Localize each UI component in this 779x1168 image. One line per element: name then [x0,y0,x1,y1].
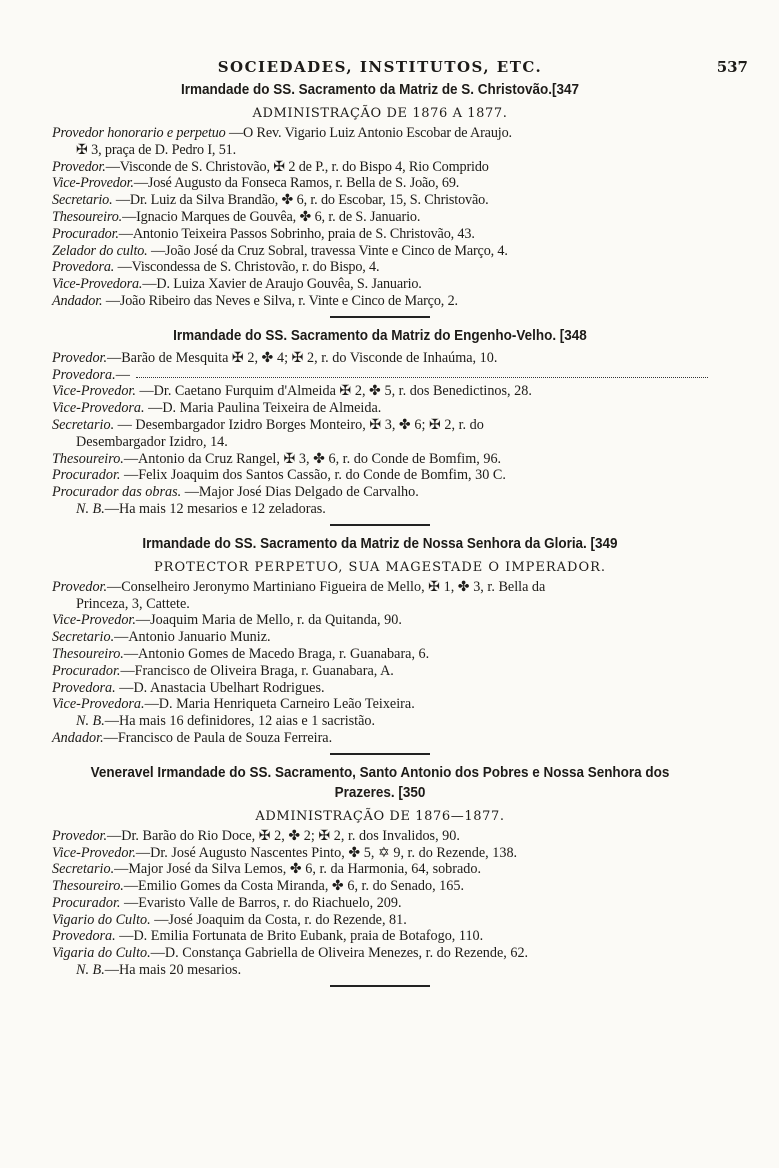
entry-line [52,629,708,646]
entry-role: Thesoureiro. [52,208,123,225]
entry-line [52,828,708,845]
entry-role: Secretario. [52,192,113,209]
entry-line [52,293,708,310]
entry-role: Secretario. [52,416,115,433]
entry-text: —Felix Joaquim dos Santos Cassão, r. do Conde de Bomfim, 30 C. [120,467,506,484]
entry-line [52,467,708,484]
entry-role: Secretario. [52,861,115,878]
entry-role: Provedora. [52,366,116,383]
entry-line [52,400,708,417]
entry-text: —Dr. Luiz da Silva Brandão, ✤ 6, r. do Escobar, 15, S. Christovão. [112,192,489,209]
entry-text: — [115,366,130,383]
entry-role: Andador. [52,729,104,746]
entry-role: Provedor. [52,349,108,366]
entry-text: —Visconde de S. Christovão, ✠ 2 de P., r. do Bispo 4, Rio Comprido [105,158,489,175]
entry-text: —Antonio Teixeira Passos Sobrinho, praia de S. Christovão, 43. [118,225,475,242]
entry-text: Princeza, 3, Cattete. [76,595,190,612]
page-number: 537 [716,58,748,76]
entry-role: Provedor. [52,827,108,844]
entry-text: —D. Emilia Fortunata de Brito Eubank, praia de Botafogo, 110. [115,928,484,945]
entry-role: Procurador. [52,894,121,911]
section-title: Irmandade do SS. Sacramento da Matriz de S. Christovão.[347 [181,82,579,98]
entry-line [52,680,708,697]
entry-line [52,713,708,730]
section-title: Veneravel Irmandade do SS. Sacramento, Santo Antonio dos Pobres e Nossa Senhora dos Prazeres. [350 [90,764,670,801]
entry-role: Procurador. [52,225,119,242]
section [52,80,708,310]
entry-line [52,159,708,176]
entry-role: Vice-Provedor. [52,175,134,192]
entry-text: —D. Maria Paulina Teixeira de Almeida. [144,400,382,417]
entry-role: Provedora. [52,259,115,276]
entry-text: —Antonio Januario Muniz. [114,629,271,646]
entry-line [52,962,708,979]
entry-line [52,142,708,159]
entry-text: —Francisco de Paula de Souza Ferreira. [103,729,333,746]
entry-text: —Ha mais 20 mesarios. [104,962,242,979]
entry-role: Vice-Provedora. [52,400,145,417]
entry-role: Thesoureiro. [52,645,124,662]
section-title: Irmandade do SS. Sacramento da Matriz de Nossa Senhora da Gloria. [349 [142,535,618,552]
entry-text: —Barão de Mesquita ✠ 2, ✤ 4; ✠ 2, r. do Visconde de Inhaúma, 10. [107,349,498,366]
running-head [52,58,748,80]
entry-text: —José Augusto da Fonseca Ramos, r. Bella de S. João, 69. [133,175,460,192]
section [52,534,708,747]
entry-text: —D. Maria Henriqueta Carneiro Leão Teixeira. [144,696,415,713]
leader-dots [136,367,708,379]
end-rule [330,985,430,987]
entry-role: Procurador. [52,662,121,679]
entry-text: —Antonio Gomes de Macedo Braga, r. Guanabara, 6. [123,645,430,662]
entry-role: N. B. [76,713,105,730]
entry-role: N. B. [76,500,105,517]
entry-line [52,383,708,400]
entry-line [52,895,708,912]
entry-text: —Antonio da Cruz Rangel, ✠ 3, ✤ 6, r. do Conde de Bomfim, 96. [123,450,502,467]
running-head-title: SOCIEDADES, INSTITUTOS, ETC. [217,58,543,76]
entry-line [52,243,708,260]
entry-line [52,612,708,629]
entry-line [52,125,708,142]
entry-role: Provedor. [52,158,106,175]
entry-role: Vice-Provedora. [52,276,143,293]
entry-role: Procurador das obras. [52,484,182,501]
entry-role: Vice-Provedor. [52,383,136,400]
entry-role: N. B. [76,962,105,979]
entry-role: Andador. [52,292,103,309]
entry-text: —Major José Dias Delgado de Carvalho. [181,484,419,501]
entry-line [52,501,708,518]
entry-text: —João Ribeiro das Neves e Silva, r. Vinte e Cinco de Março, 2. [102,292,458,309]
entry-text: —Ignacio Marques de Gouvêa, ✤ 6, r. de S. Januario. [122,208,421,225]
sections-container [52,80,708,987]
entry-line [52,175,708,192]
section-subtitle: ADMINISTRAÇÃO DE 1876 A 1877. [252,106,508,121]
entry-line [52,484,708,501]
entry-role: Procurador. [52,467,121,484]
entry-line [52,646,708,663]
entry-text: —Conselheiro Jeronymo Martiniano Figueira de Mello, ✠ 1, ✤ 3, r. Bella da [107,578,546,595]
entry-text: —D. Constança Gabriella de Oliveira Menezes, r. do Rezende, 62. [150,945,529,962]
entry-text: —D. Luiza Xavier de Araujo Gouvêa, S. Januario. [142,276,422,293]
entry-text: —Francisco de Oliveira Braga, r. Guanabara, A. [120,662,394,679]
entry-role: Secretario. [52,629,115,646]
entry-line [52,276,708,293]
entry-line [52,367,708,384]
entry-line [52,845,708,862]
entry-line [52,696,708,713]
entry-line [52,417,708,434]
entry-role: Thesoureiro. [52,450,124,467]
section [52,763,708,979]
entry-text: —Major José da Silva Lemos, ✤ 6, r. da Harmonia, 64, sobrado. [114,861,482,878]
entry-role: Vice-Provedor. [52,844,136,861]
entry-line [52,451,708,468]
entry-line [52,209,708,226]
section-divider [330,524,430,526]
entry-text: —Dr. Barão do Rio Doce, ✠ 2, ✤ 2; ✠ 2, r. dos Invalidos, 90. [107,827,460,844]
entry-text: —Viscondessa de S. Christovão, r. do Bispo, 4. [114,259,380,276]
entry-text: —D. Anastacia Ubelhart Rodrigues. [115,679,325,696]
entry-line [52,579,708,596]
document-page [52,58,748,995]
entry-text: — Desembargador Izidro Borges Monteiro, ✠ 3, ✤ 6; ✠ 2, r. do [114,416,484,433]
entry-text: ✠ 3, praça de D. Pedro I, 51. [76,141,237,158]
entry-role: Provedora. [52,679,116,696]
entry-role: Vigaria do Culto. [52,945,151,962]
entry-text: —João José da Cruz Sobral, travessa Vinte e Cinco de Março, 4. [147,242,508,259]
entry-text: —Ha mais 12 mesarios e 12 zeladoras. [104,500,326,517]
entry-line [52,861,708,878]
section-divider [330,753,430,755]
entry-text: —Dr. José Augusto Nascentes Pinto, ✤ 5, ✡ 9, r. do Rezende, 138. [135,844,518,861]
entry-text: —Ha mais 16 definidores, 12 aias e 1 sacristão. [104,713,376,730]
entry-role: Vice-Provedor. [52,612,136,629]
entry-line [52,663,708,680]
entry-text: —Emilio Gomes da Costa Miranda, ✤ 6, r. do Senado, 165. [123,878,464,895]
section-divider [330,316,430,318]
entry-role: Provedor honorario e perpetuo [52,125,226,141]
entry-line [52,350,708,367]
entry-line [52,596,708,613]
entry-line [52,730,708,747]
entry-line [52,912,708,929]
entry-text: —Evaristo Valle de Barros, r. do Riachuelo, 209. [120,894,402,911]
section-subtitle: ADMINISTRAÇÃO DE 1876—1877. [255,808,505,824]
entry-role: Vigario do Culto. [52,911,151,928]
entry-line [52,434,708,451]
entry-role: Thesoureiro. [52,878,124,895]
entry-text: Desembargador Izidro, 14. [76,433,228,450]
entry-line [52,259,708,276]
entry-text: —O Rev. Vigario Luiz Antonio Escobar de Araujo. [225,125,512,141]
entry-line [52,928,708,945]
section-title: Irmandade do SS. Sacramento da Matriz do Engenho-Velho. [348 [173,327,587,344]
entry-line [52,192,708,209]
entry-line [52,226,708,243]
entry-line [52,878,708,895]
entry-role: Provedora. [52,928,116,945]
entry-role: Vice-Provedora. [52,696,145,713]
entry-text: —José Joaquim da Costa, r. do Rezende, 81. [150,911,407,928]
entry-role: Provedor. [52,578,108,595]
entry-text: —Joaquim Maria de Mello, r. da Quitanda, 90. [135,612,402,629]
entry-line [52,945,708,962]
section [52,326,708,518]
section-subtitle: PROTECTOR PERPETUO, SUA MAGESTADE O IMPERADOR. [153,559,607,575]
entry-role: Zelador do culto. [52,242,148,259]
entry-text: —Dr. Caetano Furquim d'Almeida ✠ 2, ✤ 5, r. dos Benedictinos, 28. [135,383,532,400]
